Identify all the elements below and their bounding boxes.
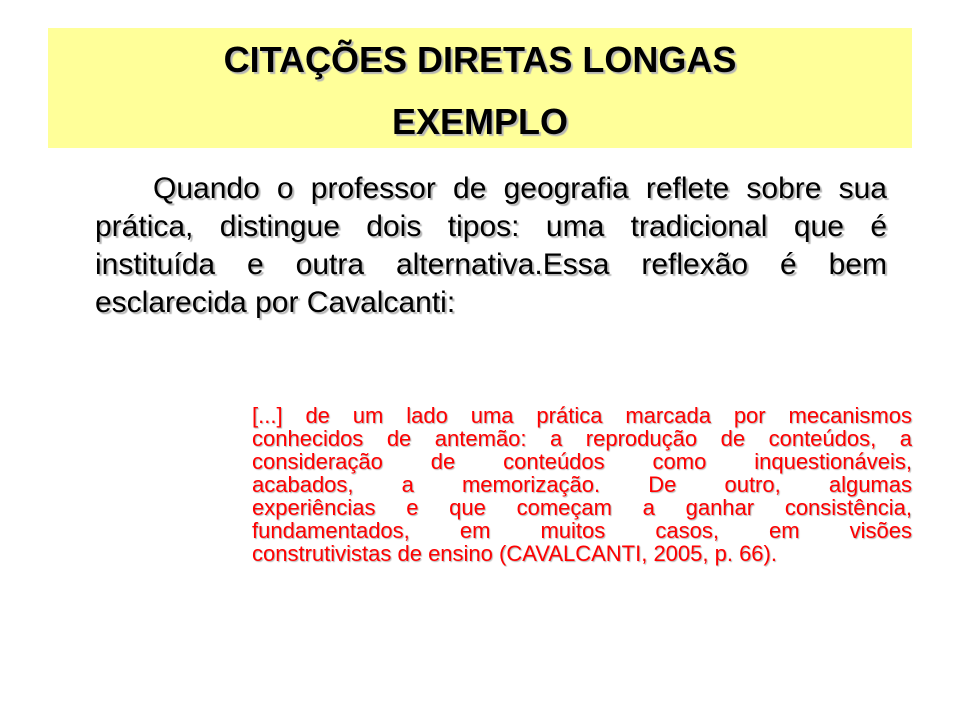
quote-line: construtivistas de ensino (CAVALCANTI, 2005, p. 66). [252,541,777,566]
slide-title: CITAÇÕES DIRETAS LONGAS [223,39,737,80]
intro-paragraph: Quando o professor de geografia reflete sobre sua prática, distingue dois tipos: uma tradicional que é instituída e outra alternativa.Essa reflexão é bem esclarecida por Cavalcanti: [95,172,887,319]
slide-title-box [48,28,912,148]
quote-line: acabados, a memorização. De outro, algumas [252,472,912,497]
slide-subtitle: EXEMPLO [391,101,569,142]
quote-line: [...] de um lado uma prática marcada por mecanismos [252,403,912,428]
quote-line: experiências e que começam a ganhar consistência, [252,495,912,520]
quote-line: conhecidos de antemão: a reprodução de conteúdos, a [252,426,912,451]
quote-line: consideração de conteúdos como inquestionáveis, [252,449,912,474]
long-quotation [252,404,912,565]
quote-line: fundamentados, em muitos casos, em visões [252,518,912,543]
